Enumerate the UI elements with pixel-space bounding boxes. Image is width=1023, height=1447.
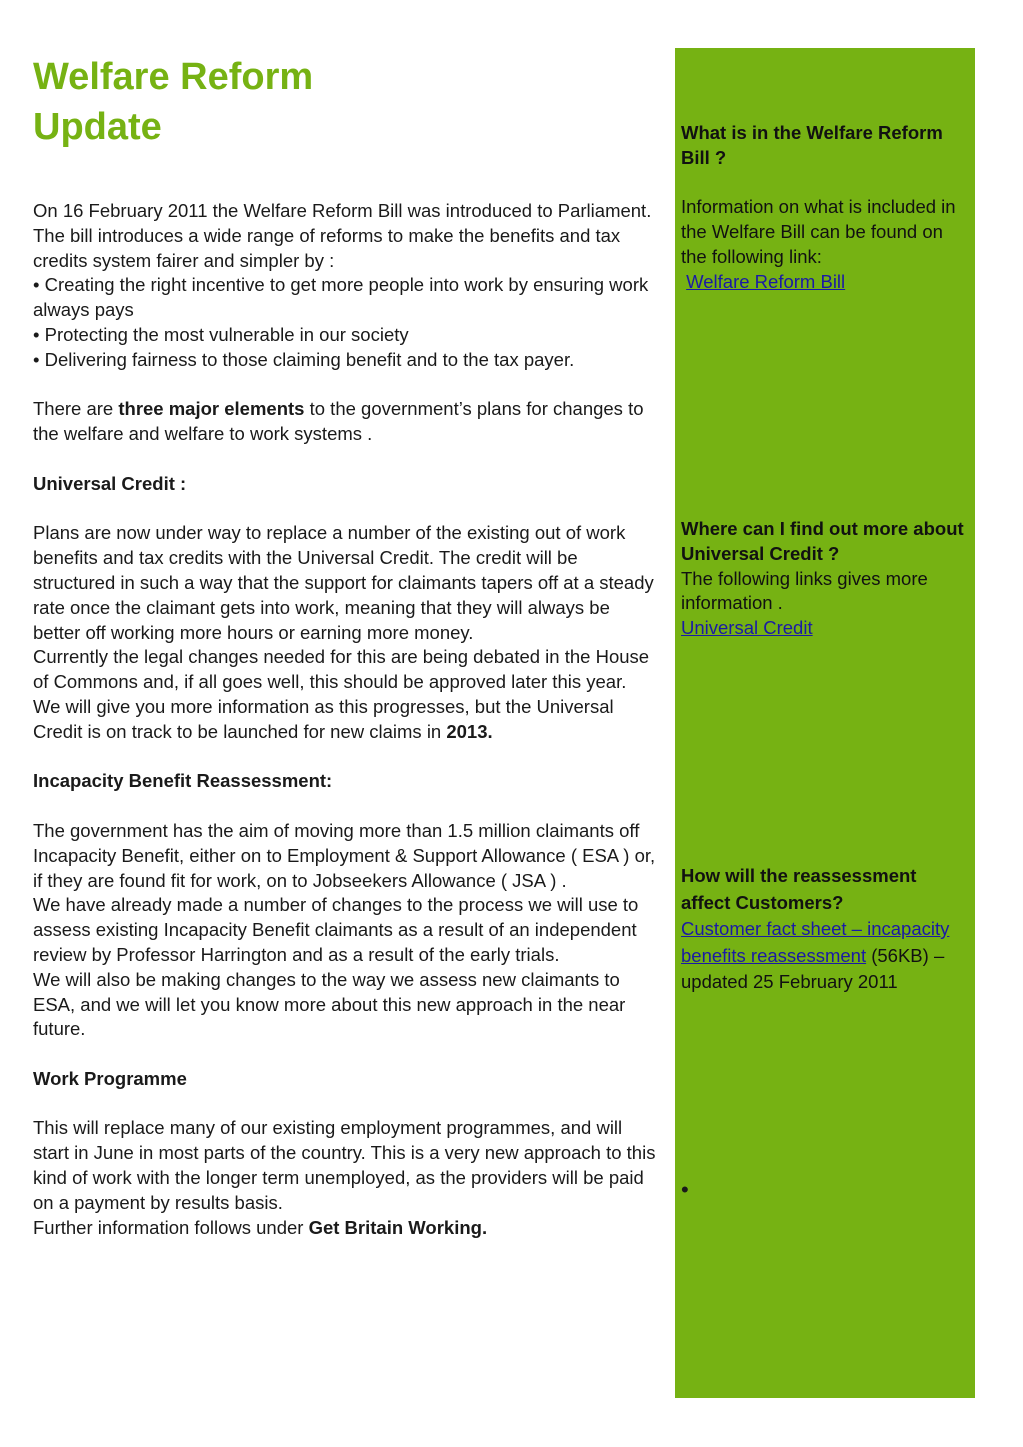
title-line-2: Update: [33, 106, 162, 148]
work-programme-para-1: This will replace many of our existing employment programmes, and will start in June in most parts of the country. This is a very new approach to this kind of work with the longer term unemployed, as the providers will be paid on a payment by results basis.: [33, 1117, 656, 1213]
sidebar-box-2-link-row: [681, 616, 967, 641]
sidebar-bullet: •: [681, 1177, 689, 1202]
intro-paragraph: On 16 February 2011 the Welfare Reform Bill was introduced to Parliament. The bill introduces a wide range of reforms to make the benefits and tax credits system fairer and simpler by :: [33, 200, 652, 271]
work-programme-heading: [33, 1067, 658, 1092]
work-programme-para-2: [33, 1216, 658, 1241]
intro-bullet-1: • Creating the right incentive to get more people into work by ensuring work always pays: [33, 274, 649, 321]
welfare-reform-bill-link[interactable]: Welfare Reform Bill: [686, 270, 846, 292]
main-content: [33, 199, 658, 1240]
sidebar-box-1-link-row: [681, 270, 967, 295]
intro-bullet-2: • Protecting the most vulnerable in our society: [33, 323, 409, 345]
sidebar-box-2-heading: Where can I find out more about Universal Credit ?: [681, 518, 964, 564]
elements-bold: three major elements: [118, 398, 305, 420]
page-title: [33, 52, 433, 152]
sidebar-box-universal-credit: [681, 517, 967, 641]
sidebar-box-3-heading: How will the reassessment affect Customers?: [681, 865, 917, 913]
customer-fact-sheet-link[interactable]: Customer fact sheet – incapacity benefits reassessment: [681, 918, 950, 966]
universal-credit-para-2-text: Currently the legal changes needed for this are being debated in the House of Commons and, if all goes well, this should be approved later this year. We will give you more information as this progresses, but the Universal Credit is on track to be launched for new claims in: [33, 646, 650, 742]
fact-sheet-suffix: (56KB) – updated 25 February 2011: [681, 944, 945, 992]
incapacity-para-3: We will also be making changes to the way we assess new claimants to ESA, and we will let you know more about this new approach in the near future.: [33, 968, 626, 1040]
universal-credit-heading: [33, 472, 658, 497]
work-programme-heading-text: Work Programme: [33, 1067, 187, 1089]
sidebar-box-2-text: The following links gives more information .: [681, 567, 928, 614]
sidebar-box-1-heading: What is in the Welfare Reform Bill ?: [681, 122, 943, 168]
incapacity-heading-text: Incapacity Benefit Reassessment:: [33, 770, 333, 792]
incapacity-para-2: We have already made a number of changes to the process we will use to assess existing Incapacity Benefit claimants as a result of an independent review by Professor Harrington and as a result of the early trials.: [33, 894, 639, 965]
sidebar-panel: [675, 48, 975, 1398]
sidebar-box-1-text: Information on what is included in the Welfare Bill can be found on the following link:: [681, 196, 956, 267]
incapacity-heading: [33, 769, 658, 794]
universal-credit-link[interactable]: Universal Credit: [681, 617, 813, 639]
elements-post: to the government’s plans for changes to the welfare and welfare to work systems .: [33, 398, 644, 445]
universal-credit-year: 2013.: [446, 720, 493, 742]
incapacity-para-1: The government has the aim of moving more than 1.5 million claimants off Incapacity Benefit, either on to Employment & Support Allowance ( ESA ) or, if they are found fit for work, on to Jobseekers Allowance ( JSA ) .: [33, 819, 656, 891]
sidebar-box-3-text: [681, 916, 967, 996]
intro-bullet-3: • Delivering fairness to those claiming benefit and to the tax payer.: [33, 348, 575, 370]
elements-pre: There are: [33, 398, 119, 420]
sidebar-box-welfare-bill: [681, 121, 967, 295]
get-britain-working: Get Britain Working.: [308, 1216, 488, 1238]
universal-credit-para-1: Plans are now under way to replace a number of the existing out of work benefits and tax credits with the Universal Credit. The credit will be structured in such a way that the support for claimants tapers off at a steady rate once the claimant gets into work, meaning that they will always be better off working more hours or earning more money.: [33, 522, 654, 643]
title-line-1: Welfare Reform: [33, 56, 314, 98]
universal-credit-para-2: [33, 645, 658, 744]
sidebar-box-reassessment: [681, 863, 967, 996]
universal-credit-heading-text: Universal Credit :: [33, 472, 187, 494]
elements-paragraph: [33, 397, 658, 447]
work-programme-para-2-text: Further information follows under: [33, 1216, 309, 1238]
